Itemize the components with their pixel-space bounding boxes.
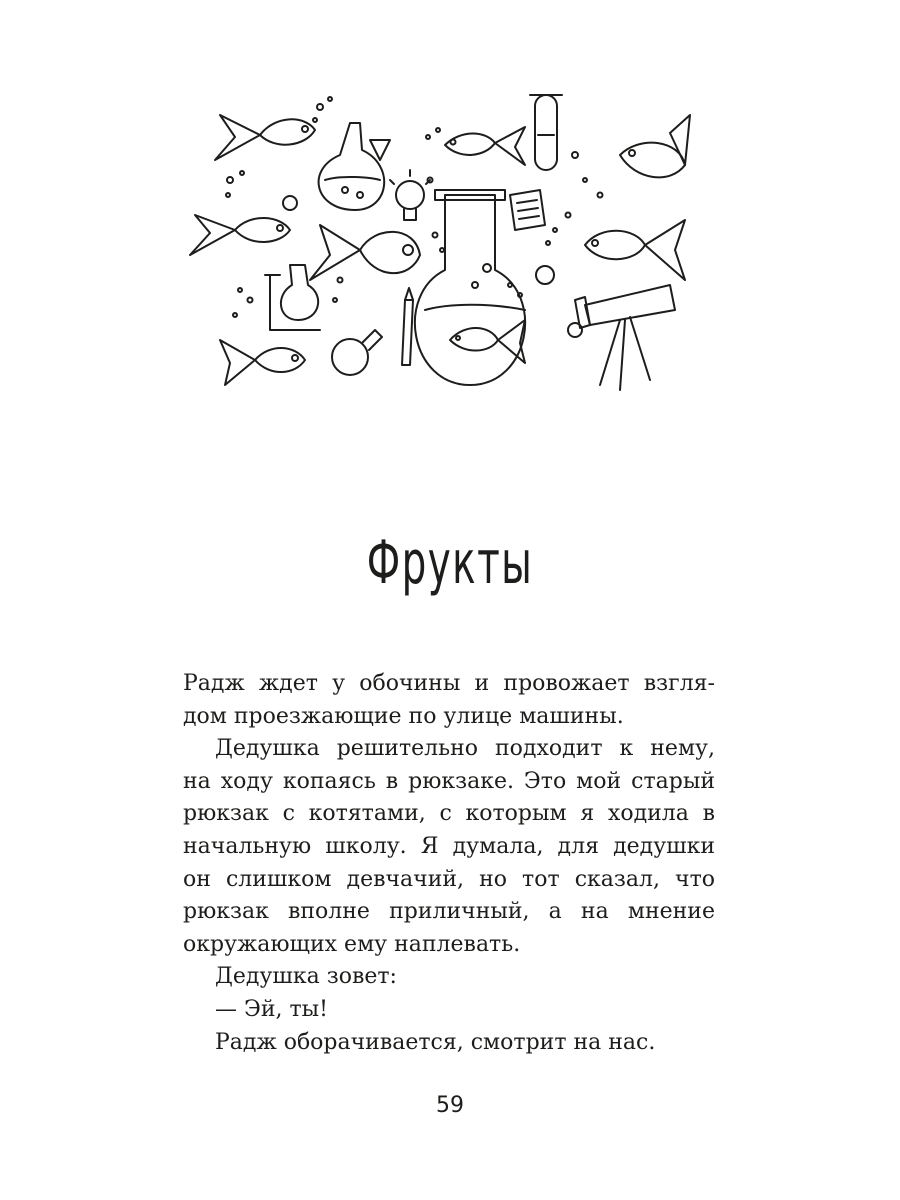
text-line: — Эй, ты! — [215, 996, 328, 1022]
goldfish-icon — [310, 225, 420, 280]
pencil-icon — [402, 288, 413, 365]
spiral-icon — [568, 323, 582, 337]
sun-icon — [536, 266, 554, 284]
goldfish-icon — [585, 220, 685, 280]
paragraph — [183, 994, 715, 1027]
text-line: Радж оборачивается, смотрит на нас. — [215, 1029, 656, 1055]
microscope-icon — [265, 265, 320, 330]
text-line: Дедушка решительно подходит к нему, — [215, 736, 715, 762]
body-text — [183, 668, 715, 1059]
goldfish-icon — [445, 127, 525, 165]
text-line: на ходу копаясь в рюкзаке. Это мой старый — [183, 768, 715, 794]
goldfish-icon — [620, 115, 690, 177]
goldfish-icon — [220, 340, 305, 385]
spiral-icon — [283, 196, 297, 210]
paragraph — [183, 668, 715, 733]
telescope-icon — [575, 285, 675, 390]
test-tube-icon — [530, 95, 562, 170]
paper-icon — [510, 190, 545, 230]
goldfish-icon — [215, 115, 315, 160]
paragraph — [183, 961, 715, 994]
text-line: окружающих ему наплевать. — [183, 931, 521, 957]
flask-icon — [332, 330, 382, 375]
flask-icon — [319, 123, 385, 210]
text-line: он слишком девчачий, но тот сказал, что — [183, 866, 715, 892]
page-number: 59 — [436, 1093, 464, 1118]
light-bulb-icon — [390, 170, 430, 220]
goldfish-icon — [450, 320, 525, 363]
text-line: Дедушка зовет: — [215, 964, 397, 990]
paragraph — [183, 733, 715, 961]
chapter-title: Фрукты — [366, 528, 534, 598]
chapter-illustration — [180, 85, 720, 405]
goldfish-icon — [190, 215, 290, 255]
paragraph — [183, 1027, 715, 1060]
text-line: начальную школу. Я думала, для дедушки — [183, 833, 715, 859]
text-line: рюкзак вполне приличный, а на мнение — [183, 899, 715, 925]
text-line: рюкзак с котятами, с которым я ходила в — [183, 801, 715, 827]
text-line: Радж ждет у обочины и провожает взгля- — [183, 671, 715, 696]
text-line: дом проезжающие по улице машины. — [183, 703, 624, 729]
